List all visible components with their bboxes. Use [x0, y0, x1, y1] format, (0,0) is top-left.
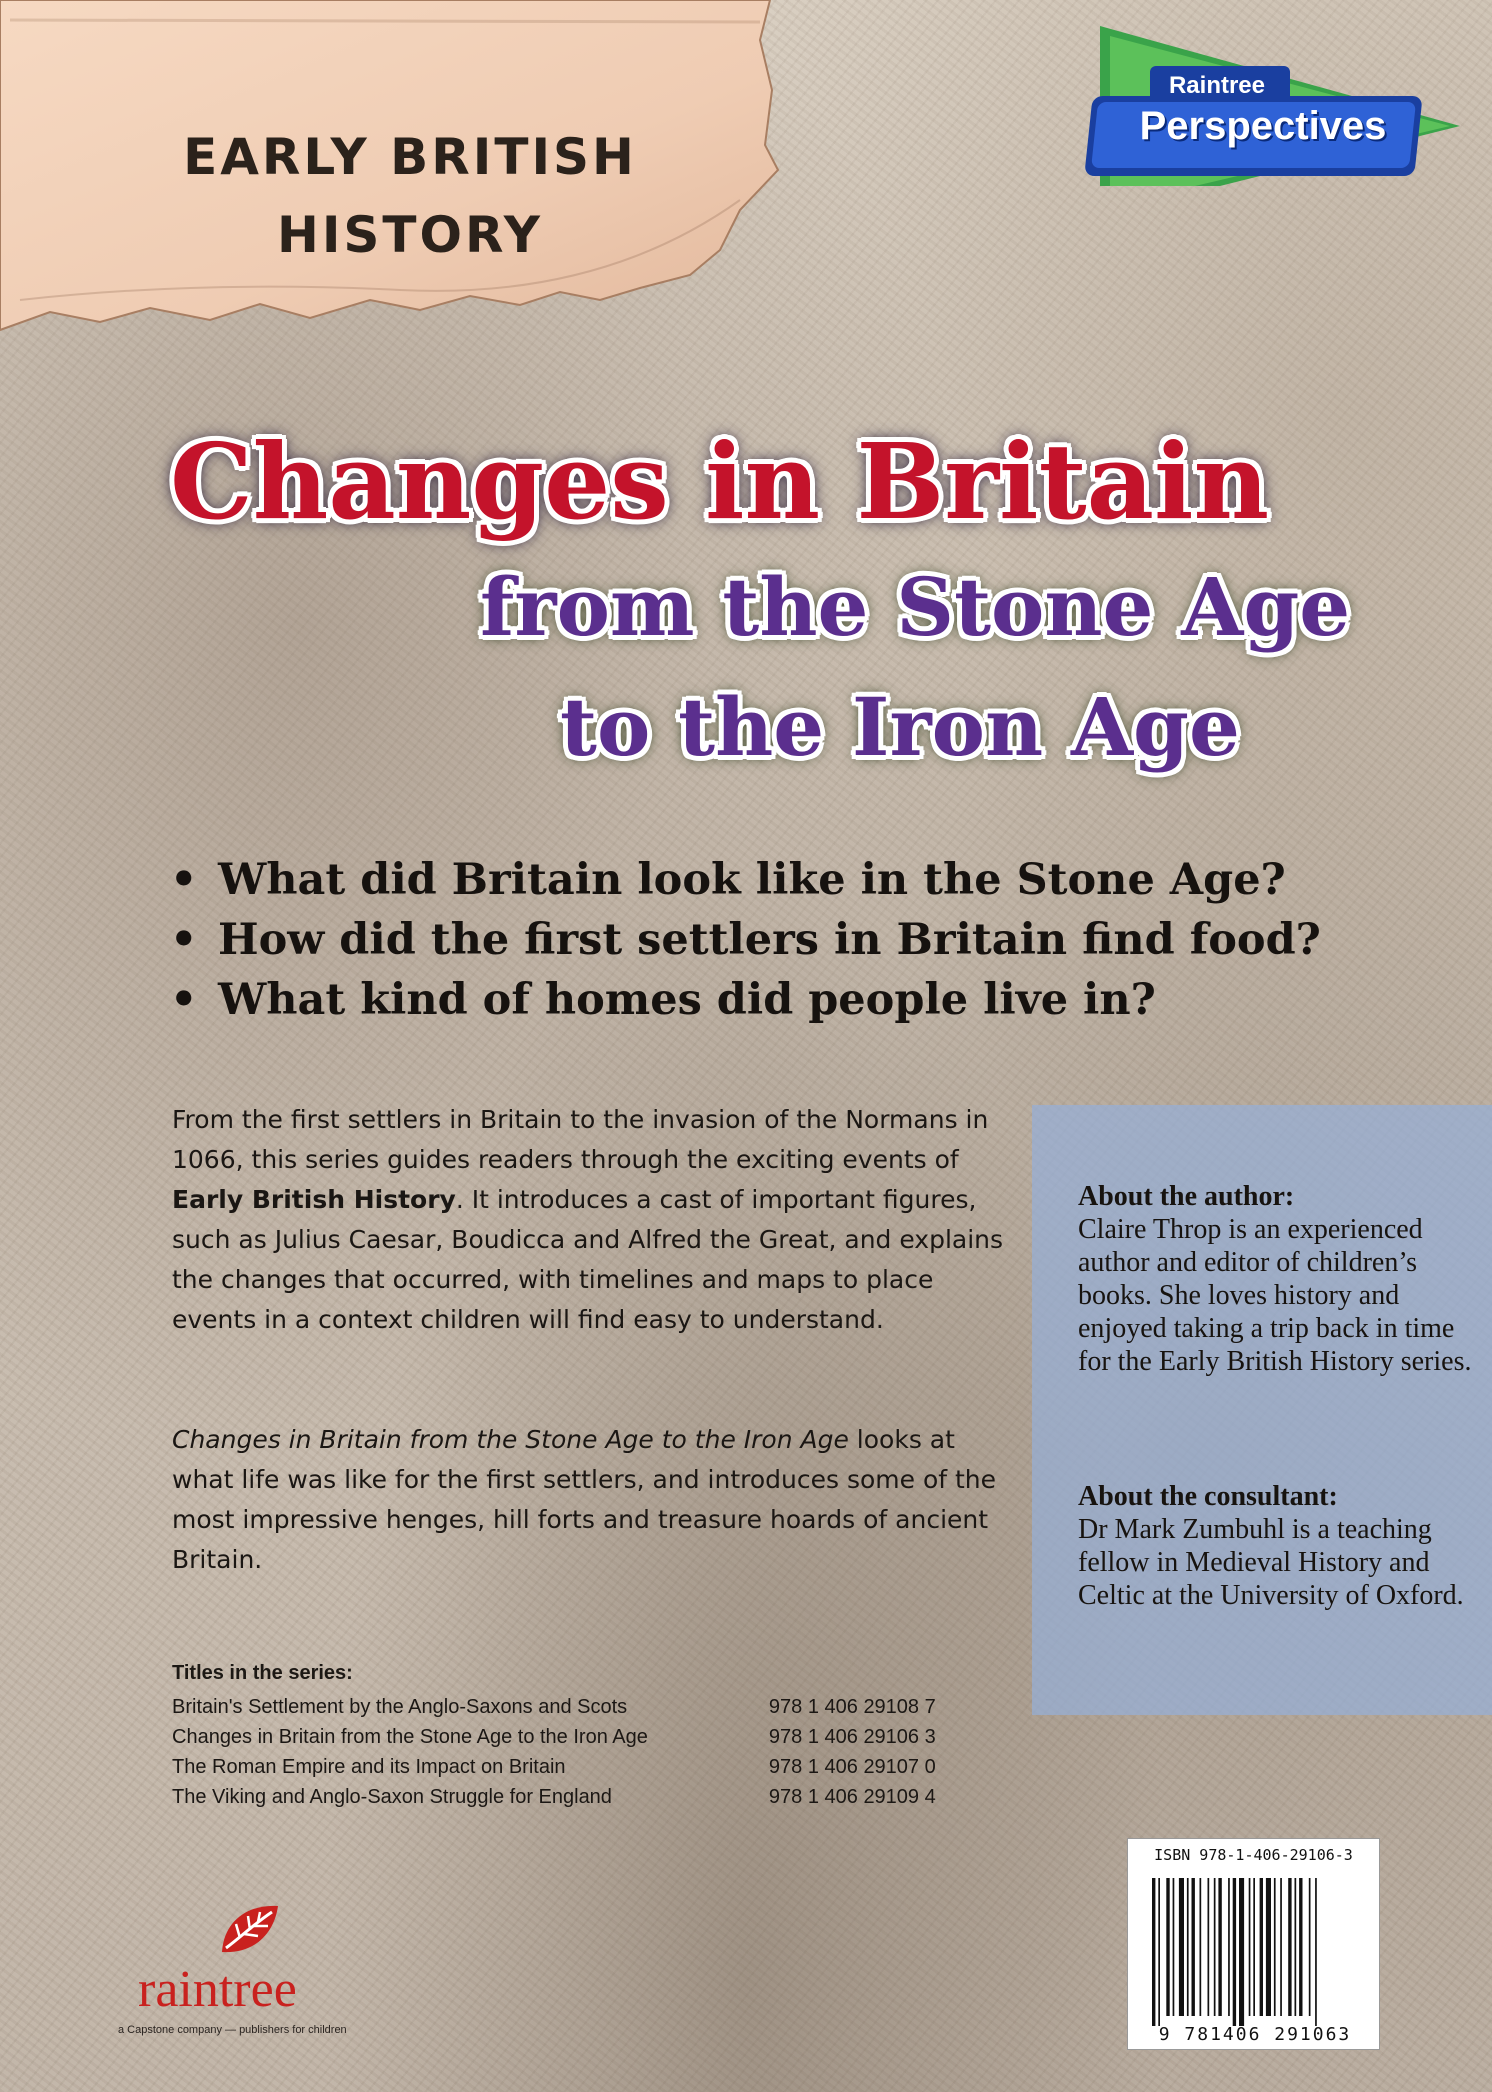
- blurb-paragraph-2: Changes in Britain from the Stone Age to the Iron Age looks at what life was like for the first settlers, and introduces some of the most impressive henges, hill forts and treasure hoards of ancient Britain.: [172, 1425, 997, 1574]
- series-row: Britain's Settlement by the Anglo-Saxons and Scots 978 1 406 29108 7: [172, 1695, 936, 1718]
- question-list: [170, 850, 1420, 1030]
- series-title: [60, 118, 760, 274]
- series-row: The Viking and Anglo-Saxon Struggle for England 978 1 406 29109 4: [172, 1785, 936, 1808]
- question-item: • What kind of homes did people live in?: [170, 975, 1156, 1025]
- about-author: [1078, 1180, 1478, 1378]
- series-list-table: [172, 1692, 972, 1812]
- book-title-line-3: to the Iron Age: [560, 680, 1240, 774]
- series-row: The Roman Empire and its Impact on Britain 978 1 406 29107 0: [172, 1755, 936, 1778]
- book-title-line-1: Changes in Britain: [170, 420, 1270, 543]
- raintree-logo-top-text: Raintree: [1168, 72, 1266, 99]
- about-author-text: Claire Throp is an experienced author and editor of children’s books. She loves history and enjoyed taking a trip back in time for the Early British History series.: [1078, 1214, 1472, 1377]
- about-consultant-text: Dr Mark Zumbuhl is a teaching fellow in Medieval History and Celtic at the University of Oxford.: [1078, 1514, 1464, 1611]
- series-row: Changes in Britain from the Stone Age to the Iron Age 978 1 406 29106 3: [172, 1725, 936, 1748]
- perspectives-logo-text: Perspectives: [1139, 104, 1387, 148]
- series-title-line-1: EARLY BRITISH: [183, 128, 637, 186]
- about-consultant-heading: About the consultant:: [1078, 1481, 1338, 1512]
- series-list-heading: Titles in the series:: [172, 1662, 353, 1684]
- about-consultant: [1078, 1480, 1478, 1612]
- barcode-digits: 9 781406 291063: [1158, 2024, 1352, 2045]
- question-item: • How did the first settlers in Britain find food?: [170, 915, 1321, 965]
- publisher-tagline: a Capstone company — publishers for children: [118, 2024, 347, 2036]
- series-title-line-2: HISTORY: [276, 206, 544, 264]
- raintree-leaf-icon: [214, 1900, 284, 1960]
- about-author-heading: About the author:: [1078, 1181, 1295, 1212]
- question-item: • What did Britain look like in the Stone Age?: [170, 855, 1286, 905]
- book-title-line-2: from the Stone Age: [480, 560, 1351, 654]
- blurb-paragraph-1: From the first settlers in Britain to the invasion of the Normans in 1066, this series guides readers through the exciting events of Early British History. It introduces a cast of important figures, such as Julius Caesar, Boudicca and Alfred the Great, and explains the changes that occurred, with timelines and maps to place events in a context children will find easy to understand.: [172, 1105, 1004, 1334]
- isbn-label: ISBN 978-1-406-29106-3: [1154, 1846, 1353, 1864]
- barcode-icon: [1148, 1878, 1380, 2028]
- publisher-name: raintree: [138, 1961, 297, 2018]
